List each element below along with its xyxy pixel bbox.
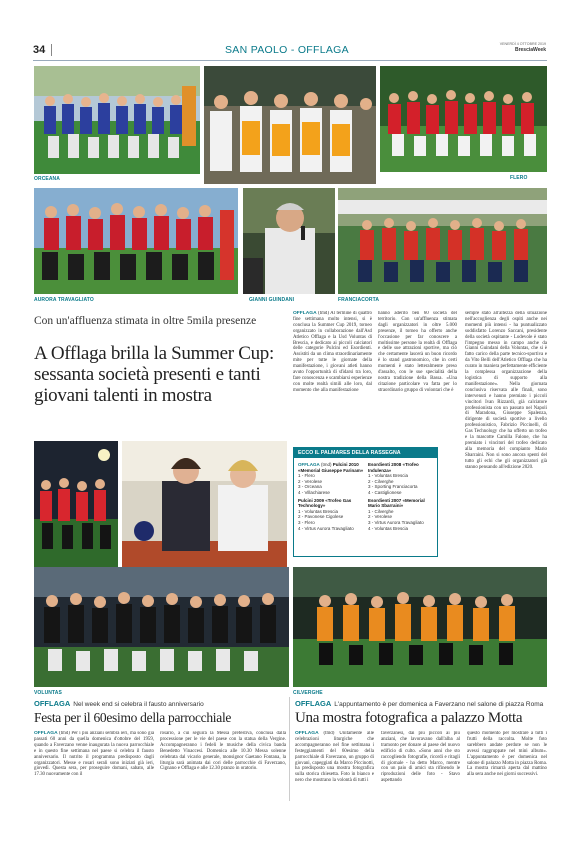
bottom-left-col2 <box>160 731 286 801</box>
palmares-right-group1-item: 3 - Sporting Franciacorta <box>368 484 418 490</box>
photo-orceana <box>34 66 200 174</box>
bottom-left-kicker-label: OFFLAGA <box>34 699 71 708</box>
photo-pavoniese <box>34 441 118 573</box>
bottom-right-kicker-text: L'appuntamento è per domenica a Faverzano nel salone di piazza Roma <box>334 701 544 708</box>
palmares-right <box>368 462 436 531</box>
photo-franciacorta <box>338 188 547 294</box>
palmares-kicker: OFFLAGA <box>298 462 320 467</box>
palmares-right-group1-item: 1 - Voluntas Brescia <box>368 473 409 479</box>
palmares-left-group2-item: 4 - Virtus Aurora Travagliato <box>298 525 354 531</box>
palmares-left-group1-item: 1 - Flero <box>298 473 315 479</box>
main-article-col3 <box>465 311 547 579</box>
palmares-title: ECCO IL PALMARES DELLA RASSEGNA <box>294 448 437 458</box>
photo-gianni <box>243 188 335 294</box>
photo-flero <box>380 66 547 172</box>
photo-aurora <box>34 188 238 294</box>
palmares-right-group1-item: 4 - Castiglionese <box>368 489 402 495</box>
bottom-right-tag: OFFLAGA <box>295 731 319 736</box>
palmares-left-group1-title: Pulcini 2010 «Memorial Giuseppe Farinam» <box>298 462 364 473</box>
photo-cilverghe <box>293 567 547 687</box>
bottom-right-kicker <box>295 699 547 708</box>
caption-orceana: ORCEANA <box>34 176 60 182</box>
caption-voluntas: VOLUNTAS <box>34 690 62 696</box>
bottom-right-col2-text: faverzanesi, dai più piccoli ai più anziani, che lavoravano dall'alba al tramonto per donare al paese del nuovo edificio di culto. «Sono anni che sto raccogliendo fotografie, ricordi e ritagli di giornale - ha detto Marco, mentre con un paio di amici sta rifinendo le riproduzioni delle foto - Stavo aspettando <box>381 731 460 784</box>
main-subhead: Con un'affluenza stimata in oltre 5mila presenze <box>34 315 257 327</box>
photo-staff <box>204 66 376 184</box>
palmares-right-group1-item: 2 - Cilverghe <box>368 478 394 484</box>
main-article-col1-text: Al termine di quattro fine settimana molto intensi, si è conclusa la Summer Cup 2019, torneo organizzato in collaborazione dall'Asd Atletico Offlaga e la Usd Voluntas di Brescia, e dedicato ai piccoli calciatori delle categorie Pulcini ed Esordienti. Assistiti da un clima straordinariamente mite per tutte le giornate della manifestazione, i giovani atleti hanno avuto l'opportunità di sfidarsi tra loro, fare conoscenza e scambiarsi esperienze con molte realtà simili alle loro, dal momento che alla manifestazione <box>293 311 372 393</box>
header-date: VENERDÌ 4 OTTOBRE 2019 <box>499 42 546 46</box>
section-title: SAN PAOLO - OFFLAGA <box>225 44 349 56</box>
header-divider <box>51 44 52 56</box>
caption-cilverghe: CILVERGHE <box>293 690 323 696</box>
main-article-col2 <box>378 311 457 439</box>
photo-voluntas <box>34 567 289 687</box>
header-brand: BresciaWeek <box>514 47 546 53</box>
palmares-left <box>298 462 364 531</box>
palmares-left-group1-item: 2 - Verolese <box>298 478 323 484</box>
caption-franciacorta: FRANCIACORTA <box>338 297 380 303</box>
caption-aurora: AURORA TRAVAGLIATO <box>34 297 94 303</box>
main-article-kicker: OFFLAGA <box>293 311 317 316</box>
palmares-box <box>293 447 438 557</box>
palmares-right-group2-item: 4 - Voluntas Brescia <box>368 525 409 531</box>
bottom-right-kicker-label: OFFLAGA <box>295 699 332 708</box>
page-number: 34 <box>33 44 46 56</box>
palmares-tag: (tmd) <box>321 462 332 467</box>
main-article-col3-text: sempre stato all'altezza della situazione nell'accoglienza degli ospiti anche nei momenti più intensi - ha puntualizzato soddisfatto Lorenzo Saccani, presidente della società ospitante - Lodevole è stato l'impegno messo in campo anche da Gianni Guindani della Voluntas, che si è fatto carico della parte tecnico-sportiva e da Vito Belli dell'Atletico Offlaga che ha curato in maniera perfettamente efficiente la complessa organizzazione della logistica di supporto alla manifestazione». Nella giornata conclusiva riservata alle finali, sono intervenuti e hanno premiato i piccoli vincitori Ivan Rizzardi, già calciatore professionista con un passato nel Napoli di Maradona, Giuseppe Spalenza, dirigente di società sportive a livello professionistico, Fabrizio Piccinelli, di Gas Technology che ha offerto un trofeo e la mascotte Camilla Falone, che ha premiato i vincitori del trofeo dedicato alla memoria del compianto Mario Sbarraini. Non si sono ancora spenti del tutto gli echi che gli organizzatori già stanno pensando all'edizione 2020. <box>465 311 547 470</box>
palmares-left-group2-item: 3 - Flero <box>298 519 315 525</box>
header-rule <box>33 60 547 61</box>
palmares-right-group2-item: 3 - Virtus Aurora Travagliato <box>368 519 424 525</box>
main-article-col2-text: hanno aderito ben 60 società del territorio. Con un'affluenza stimata dagli organizzatori in oltre 5.000 presenze, il torneo ha offerto anche l'occasione per far conoscere a moltissime persone la realtà di Offlaga e delle sue attrazioni sportive, ma ciò che certamente lascerà un buon ricordo è lo stand gastronomico, che in certi momenti è stato letteralmente preso d'assalto, con le sue specialità della nostra tradizione della Bassa. «Una citazione particolare va fatta per lo straordinario gruppo di volontari che è <box>378 311 457 393</box>
bottom-right-headline: Una mostra fotografica a palazzo Motta <box>295 710 523 726</box>
bottom-right-col3-text: questo momento per mostrare a tutti i frutti della raccolta. Molte foto sarebbero andate perdute se non le avessi raggruppate nel mini album». L'appuntamento è per domenica nel salone di palazzo Motta in piazza Roma. La mostra rimarrà aperta dal mattino alla sera anche nei giorni successivi. <box>467 731 547 778</box>
bottom-right-col2 <box>381 731 460 801</box>
bottom-left-col2-text: rosario, a cui seguirà la Messa prefestiva, conclusa dalla processione per le vie del paese con la statua della Vergine. Accompagneranno i fedeli le musiche della civica banda Benedetto Vinaccesi. Domenica alle 10.30 Messa solenne celebrata dal vicario generale, monsignor Gaetano Fontana, la liturgia sarà animata dai cori delle parrocchie di Faverzano, Cignano e Offlaga e alle 12.30 pranzo in oratorio. <box>160 731 286 772</box>
main-headline: A Offlaga brilla la Summer Cup: sessanta società presenti e tanti giovani talenti in mostra <box>34 343 274 406</box>
photo-ceremony <box>122 441 287 573</box>
caption-gianni: GIANNI GUINDANI <box>249 297 295 303</box>
bottom-left-headline: Festa per il 60esimo della parrocchiale <box>34 710 232 725</box>
main-article-col1 <box>293 311 372 439</box>
palmares-left-group2-item: 2 - Pavonese Cigolese <box>298 514 344 520</box>
caption-flero: FLERO <box>510 175 528 181</box>
bottom-left-kicker-text: Nel week end si celebra il fausto anniversario <box>73 701 204 708</box>
bottom-divider <box>289 697 290 801</box>
palmares-left-group1-item: 3 - Orceana <box>298 484 322 490</box>
palmares-right-group2-item: 1 - Cilverghe <box>368 508 394 514</box>
main-article-tag: (tmd) <box>318 311 329 316</box>
palmares-right-group1-title: Esordienti 2008 «Trofeo Indulenza» <box>368 462 419 473</box>
palmares-left-group2-title: Pulcini 2009 «Trofeo Gas Technology» <box>298 497 352 509</box>
bottom-left-col1-text: (tmd) Per i più anziani sembra ieri, ma sono già passati 60 anni da quella domenica d'ottobre del 1959, quando a Faverzano venne inaugurata la nuova parrocchiale e in questo fine settimana nel paese si celebra il fausto anniversario. Il nutrito il programma predisposto dagli organizzatori. Messe e rosari serali sono iniziati già ieri, giovedì. Questa sera, per proseguire domani, sabato, alle 17.30 nuovamente con il <box>34 731 154 778</box>
bottom-right-col1-text: (tmd) Unitamente alle celebrazioni liturgiche che accompagneranno nel fine settimana i festeggiamenti del 60esimo della parrocchiale di Faverzano, un gruppo di giovani, capeggiati da Marco Piccinotti, ha predisposto una mostra fotografica sulla storica chiesetta. Foto in bianco e nero che mostrano la volontà di tutti i <box>295 731 374 784</box>
bottom-left-col1 <box>34 731 154 801</box>
palmares-left-group2-item: 1 - Voluntas Brescia <box>298 508 339 514</box>
bottom-right-col3 <box>467 731 547 801</box>
bottom-right-col1 <box>295 731 374 801</box>
palmares-left-group1-item: 4 - Villachiarese <box>298 489 330 495</box>
bottom-left-kicker <box>34 699 284 708</box>
palmares-right-group2-item: 2 - Verolese <box>368 514 393 520</box>
palmares-right-group2-title: Esordienti 2007 «Memorial Mario Sbarraini» <box>368 497 425 509</box>
bottom-left-tag: OFFLAGA <box>34 731 58 736</box>
